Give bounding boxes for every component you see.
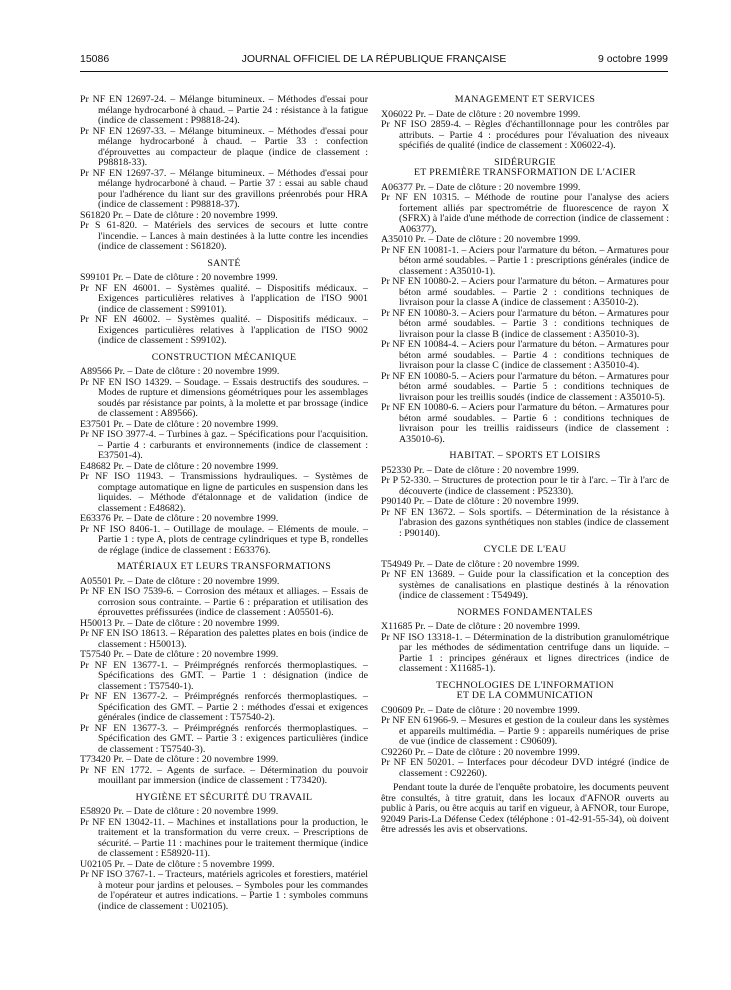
standard-entry: T73420 Pr. – Date de clôture : 20 novembre 1999. — [80, 754, 279, 765]
standard-entry: Pr NF ISO 13318-1. – Détermination de la distribution granulométrique par les méthodes de sédimentation centrifuge dans un liquide. – Partie 1 : principes généraux et lignes directrices (indice de classement : X11685-1). — [381, 631, 669, 674]
section-heading — [381, 95, 669, 106]
standard-entry: S99101 Pr. – Date de clôture : 20 novembre 1999. — [80, 272, 278, 283]
standard-entry: Pr NF EN 12697-37. – Mélange bitumineux. – Méthodes d'essai pour mélange hydrocarboné à chaud. – Partie 37 : essai au sable chaud pour l'adhérence du liant sur des gravillons préenrobés pour HRA (indice de classement : P98818-37). — [80, 167, 368, 210]
standard-entry: Pr NF EN 10315. – Méthode de routine pour l'analyse des aciers fortement alliés par spectrométrie de fluorescence de rayon X (SFRX) à l'aide d'une méthode de correction (indice de classement : A06377). — [381, 192, 669, 235]
standard-entry: Pr NF EN 10081-1. – Aciers pour l'armature du béton. – Armatures pour béton armé soudables. – Partie 1 : prescriptions générales (indice de classement : A35010-1). — [381, 244, 669, 277]
standard-entry: Pr NF EN 13677-1. – Préimprégnés renforcés thermoplastiques. – Spécifications des GMT. – Partie 1 : désignation (indice de classement : T57540-1). — [80, 659, 368, 692]
standard-entry: Pr NF EN 10080-2. – Aciers pour l'armature du béton. – Armatures pour béton armé soudables. – Partie 2 : conditions techniques de livraison pour la classe A (indice de classement : A35010-2). — [381, 276, 669, 308]
standard-entry: Pr NF EN 12697-24. – Mélange bitumineux. – Méthodes d'essai pour mélange hydrocarboné à chaud. – Partie 24 : résistance à la fatigue (indice de classement : P98818-24). — [80, 94, 368, 126]
closing-note: Pendant toute la durée de l'enquête probatoire, les documents peuvent être consultés, à titre gratuit, dans les locaux d'AFNOR ouverts au public à Paris, ou être acquis au tarif en vigueur, à AFNOR, tour Europe, 92049 Paris-La Défense Cedex (téléphone : 01-42-91-55-34), où doivent être adressés les avis et observations. — [381, 782, 669, 835]
standard-entry: P52330 Pr. – Date de clôture : 20 novembre 1999. — [381, 464, 579, 476]
left-column — [80, 95, 368, 912]
section-heading-line: MATÉRIAUX ET LEURS TRANSFORMATIONS — [116, 561, 332, 572]
section-heading-line: ET DE LA COMMUNICATION — [456, 690, 594, 701]
section-heading-line: MANAGEMENT ET SERVICES — [454, 94, 596, 105]
standard-entry: P90140 Pr. – Date de clôture : 20 novembre 1999. — [381, 496, 579, 507]
issue-date: 9 octobre 1999 — [597, 53, 668, 65]
standard-entry: Pr NF EN 13677-3. – Préimprégnés renforcés thermoplastiques. – Spécification des GMT. – Partie 3 : exigences particulières (indice de classement : T57540-3). — [80, 722, 368, 755]
standard-entry: Pr NF ISO 2859-4. – Règles d'échantillonnage pour les contrôles par attributs. – Partie 4 : procédures pour l'évaluation des niveaux spécifiés de qualité (indice de classement : X06022-4). — [381, 119, 669, 151]
standard-entry: Pr P 52-330. – Structures de protection pour le tir à l'arc. – Tir à l'arc de découverte (indice de classement : P52330). — [381, 475, 669, 497]
section-heading-line: TECHNOLOGIES DE L'INFORMATION — [436, 679, 614, 691]
section-heading — [381, 608, 669, 619]
standard-entry: Pr NF EN 10084-4. – Aciers pour l'armature du béton. – Armatures pour béton armé soudables. – Partie 4 : conditions techniques de livraison pour la classe C (indice de classement : A35010-4). — [381, 339, 669, 371]
journal-title: JOURNAL OFFICIEL DE LA RÉPUBLIQUE FRANÇAISE — [241, 53, 507, 65]
section-heading — [80, 353, 368, 364]
section-heading-line: SANTÉ — [207, 257, 241, 269]
standard-entry: Pr NF EN 12697-33. – Mélange bitumineux. – Méthodes d'essai pour mélange hydrocarboné à chaud. – Partie 33 : confection d'éprouvettes au compacteur de plaque (indice de classement : P98818-33). — [80, 125, 368, 168]
section-heading-line: HYGIÈNE ET SÉCURITÉ DU TRAVAIL — [135, 791, 313, 803]
standard-entry: Pr NF EN ISO 18613. – Réparation des palettes plates en bois (indice de classement : H50013). — [80, 628, 368, 650]
standard-entry: H50013 Pr. – Date de clôture : 20 novembre 1999. — [80, 617, 280, 629]
standard-entry: X11685 Pr. – Date de clôture : 20 novembre 1999. — [381, 621, 581, 632]
page-number: 15086 — [80, 53, 110, 65]
section-heading-line: HABITAT. – SPORTS ET LOISIRS — [449, 450, 601, 461]
section-heading — [381, 451, 669, 462]
right-column — [381, 95, 669, 845]
standard-entry: E37501 Pr. – Date de clôture : 20 novembre 1999. — [80, 418, 279, 430]
standard-entry: Pr NF EN 13042-11. – Machines et installations pour la production, le traitement et la transformation du verre creux. – Prescriptions de sécurité. – Partie 11 : machines pour le traitement thermique (indice de classement : E58920-11). — [80, 816, 368, 859]
standard-entry: C92260 Pr. – Date de clôture : 20 novembre 1999. — [381, 746, 580, 758]
section-heading — [80, 793, 368, 804]
section-heading — [381, 158, 669, 179]
section-heading — [381, 545, 669, 556]
section-heading-line: SIDÉRURGIE — [494, 156, 556, 168]
section-heading-line: NORMES FONDAMENTALES — [457, 606, 593, 618]
standard-entry: Pr NF EN ISO 14329. – Soudage. – Essais destructifs des soudures. – Modes de rupture et dimensions géométriques pour les assemblages soudés par résistance par points, à la molette et par brossage (indice de classement : A89566). — [80, 376, 368, 419]
standard-entry: Pr S 61-820. – Matériels des services de secours et lutte contre l'incendie. – Lances à main destinées à la lutte contre les incendies (indice de classement : S61820). — [80, 220, 368, 252]
standard-entry: Pr NF EN 13689. – Guide pour la classification et la conception des systèmes de canalisations en plastique destinés à la rénovation (indice de classement : T54949). — [381, 569, 669, 601]
standard-entry: Pr NF EN 13672. – Sols sportifs. – Détermination de la résistance à l'abrasion des gazons synthétiques non stables (indice de classement : P90140). — [381, 506, 669, 539]
standard-entry: Pr NF EN 10080-5. – Aciers pour l'armature du béton. – Armatures pour béton armé soudables. – Partie 5 : conditions techniques de livraison pour les treillis soudés (indice de classement : A35010-5). — [381, 370, 669, 403]
standard-entry: Pr NF EN 46002. – Systèmes qualité. – Dispositifs médicaux. – Exigences particulières relatives à l'application de l'ISO 9002 (indice de classement : S99102). — [80, 314, 368, 346]
standard-entry: C90609 Pr. – Date de clôture : 20 novembre 1999. — [381, 704, 580, 716]
standard-entry: U02105 Pr. – Date de clôture : 5 novembre 1999. — [80, 858, 275, 870]
standard-entry: Pr NF EN 61966-9. – Mesures et gestion de la couleur dans les systèmes et appareils multimédia. – Partie 9 : appareils numériques de prise de vue (indice de classement : C90609). — [381, 715, 669, 747]
standard-entry: T54949 Pr. – Date de clôture : 20 novembre 1999. — [381, 558, 580, 570]
standard-entry: A05501 Pr. – Date de clôture : 20 novembre 1999. — [80, 575, 280, 587]
standard-entry: Pr NF EN 1772. – Agents de surface. – Détermination du pouvoir mouillant par immersion (indice de classement : T73420). — [80, 764, 368, 786]
standard-entry: A35010 Pr. – Date de clôture : 20 novembre 1999. — [381, 234, 581, 245]
standard-entry: E58920 Pr. – Date de clôture : 20 novembre 1999. — [80, 806, 279, 817]
standard-entry: T57540 Pr. – Date de clôture : 20 novembre 1999. — [80, 649, 279, 660]
standard-entry: E63376 Pr. – Date de clôture : 20 novembre 1999. — [80, 513, 279, 524]
standard-entry: Pr NF ISO 3767-1. – Tracteurs, matériels agricoles et forestiers, matériel à moteur pour jardins et pelouses. – Symboles pour les commandes de l'opérateur et autres indications. – Partie 1 : symboles communs (indice de classement : U02105). — [80, 869, 368, 912]
section-heading-line: CONSTRUCTION MÉCANIQUE — [151, 351, 297, 363]
page-header — [80, 52, 668, 66]
section-heading — [80, 259, 368, 270]
section-heading-line: ET PREMIÈRE TRANSFORMATION DE L'ACIER — [413, 167, 637, 178]
section-heading — [80, 562, 368, 573]
right-column-sections — [381, 95, 669, 779]
standard-entry: Pr NF EN 50201. – Interfaces pour décodeur DVD intégré (indice de classement : C92260). — [381, 757, 669, 779]
standard-entry: S61820 Pr. – Date de clôture : 20 novembre 1999. — [80, 209, 278, 221]
standard-entry: E48682 Pr. – Date de clôture : 20 novembre 1999. — [80, 460, 279, 472]
section-heading — [381, 681, 669, 702]
standard-entry: Pr NF ISO 11943. – Transmissions hydrauliques. – Systèmes de comptage automatique en ligne de particules en suspension dans les liquides. – Méthode d'étalonnage et de validation (indice de classement : E48682). — [80, 471, 368, 514]
standard-entry: Pr NF EN 10080-3. – Aciers pour l'armature du béton. – Armatures pour béton armé soudables. – Partie 3 : conditions techniques de livraison pour la classe B (indice de classement : A35010-3). — [381, 307, 669, 340]
header-rule — [80, 71, 668, 72]
standard-entry: Pr NF ISO 8406-1. – Outillage de moulage. – Eléments de moule. – Partie 1 : type A, plots de centrage cylindriques et type B, rondelles de réglage (indice de classement : E63376). — [80, 523, 368, 556]
standard-entry: X06022 Pr. – Date de clôture : 20 novembre 1999. — [381, 108, 581, 120]
standard-entry: Pr NF EN 10080-6. – Aciers pour l'armature du béton. – Armatures pour béton armé soudables. – Partie 6 : conditions techniques de livraison pour les treillis raidisseurs (indice de classement : A35010-6). — [381, 402, 669, 445]
section-heading-line: CYCLE DE L'EAU — [483, 544, 567, 555]
standard-entry: Pr NF EN 13677-2. – Préimprégnés renforcés thermoplastiques. – Spécification des GMT. – Partie 2 : méthodes d'essai et exigences générales (indice de classement : T57540-2). — [80, 691, 368, 723]
standard-entry: Pr NF EN ISO 7539-6. – Corrosion des métaux et alliages. – Essais de corrosion sous contrainte. – Partie 6 : préparation et utilisation des éprouvettes préfissurées (indice de classement : A05501-6). — [80, 586, 368, 618]
standard-entry: A89566 Pr. – Date de clôture : 20 novembre 1999. — [80, 366, 280, 377]
standard-entry: Pr NF ISO 3977-4. – Turbines à gaz. – Spécifications pour l'acquisition. – Partie 4 : carburants et environnements (indice de classement : E37501-4). — [80, 429, 368, 461]
standard-entry: A06377 Pr. – Date de clôture : 20 novembre 1999. — [381, 181, 581, 193]
standard-entry: Pr NF EN 46001. – Systèmes qualité. – Dispositifs médicaux. – Exigences particulières relatives à l'application de l'ISO 9001 (indice de classement : S99101). — [80, 282, 368, 315]
